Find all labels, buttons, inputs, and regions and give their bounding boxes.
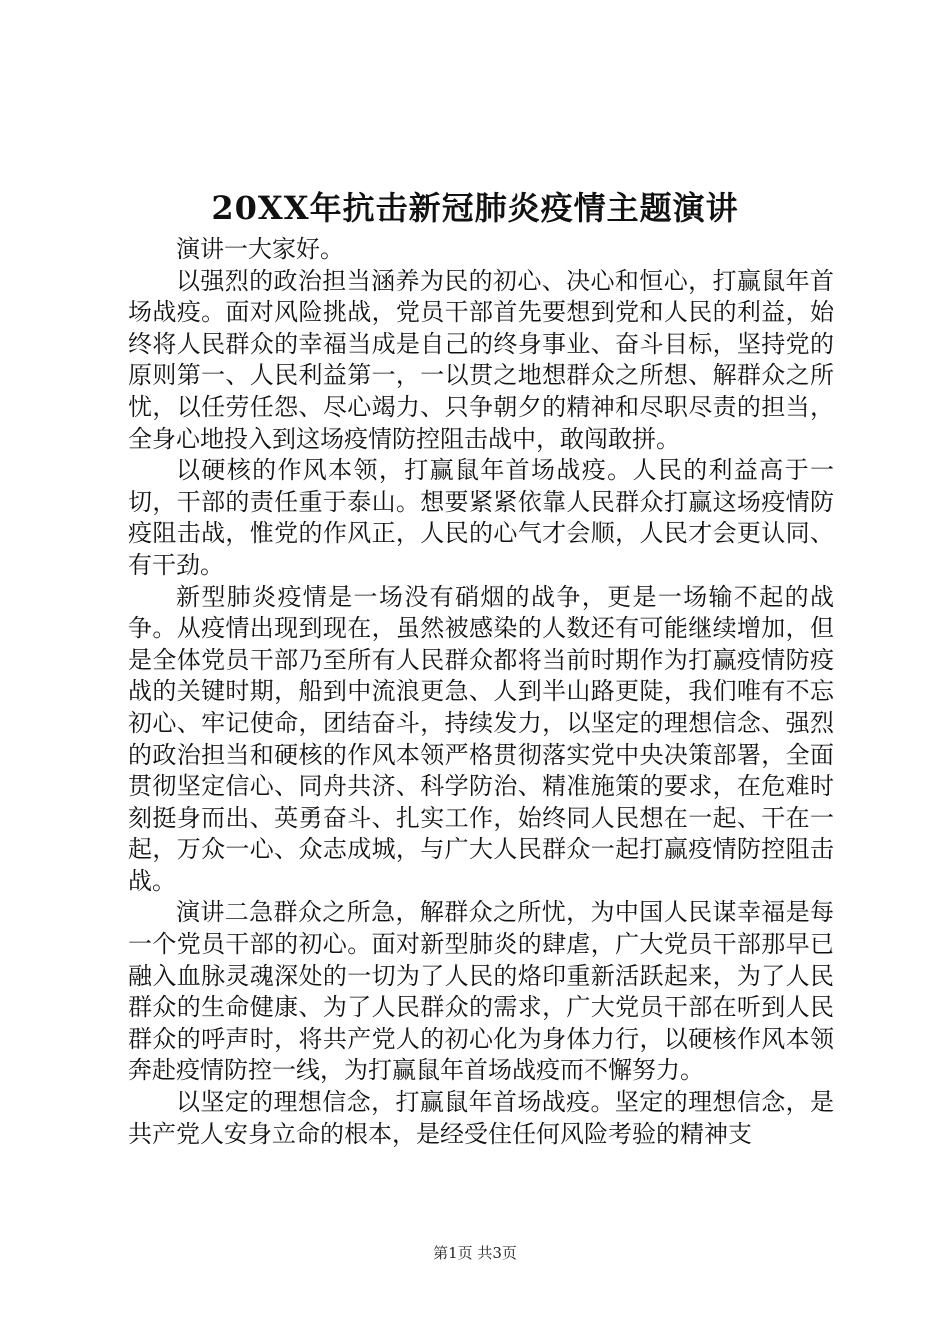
document-body xyxy=(128,234,834,1150)
paragraph: 以硬核的作风本领，打赢鼠年首场战疫。人民的利益高于一切，干部的责任重于泰山。想要紧紧依靠人民群众打赢这场疫情防疫阻击战，惟党的作风正，人民的心气才会顺，人民才会更认同、有干劲。 xyxy=(128,456,834,579)
paragraph: 新型肺炎疫情是一场没有硝烟的战争，更是一场输不起的战争。从疫情出现到现在，虽然被感染的人数还有可能继续增加，但是全体党员干部乃至所有人民群众都将当前时期作为打赢疫情防疫战的关键时期，船到中流浪更急、人到半山路更陡，我们唯有不忘初心、牢记使命，团结奋斗，持续发力，以坚定的理想信念、强烈的政治担当和硬核的作风本领严格贯彻落实党中央决策部署，全面贯彻坚定信心、同舟共济、科学防治、精准施策的要求，在危难时刻挺身而出、英勇奋斗、扎实工作，始终同人民想在一起、干在一起，万众一心、众志成城，与广大人民群众一起打赢疫情防控阻击战。 xyxy=(128,582,834,895)
page-footer: 第1页 共3页 xyxy=(433,1244,517,1262)
paragraph: 演讲一大家好。 xyxy=(176,235,344,263)
paragraph: 演讲二急群众之所急，解群众之所忧，为中国人民谋幸福是每一个党员干部的初心。面对新型肺炎的肆虐，广大党员干部那早已融入血脉灵魂深处的一切为了人民的烙印重新活跃起来，为了人民群众的生命健康、为了人民群众的需求，广大党员干部在听到人民群众的呼声时，将共产党人的初心化为身体力行，以硬核作风本领奔赴疫情防控一线，为打赢鼠年首场战疫而不懈努力。 xyxy=(128,898,834,1085)
paragraph: 以强烈的政治担当涵养为民的初心、决心和恒心，打赢鼠年首场战疫。面对风险挑战，党员干部首先要想到党和人民的利益，始终将人民群众的幸福当成是自己的终身事业、奋斗目标，坚持党的原则第一、人民利益第一，一以贯之地想群众之所想、解群众之所忧，以任劳任怨、尽心竭力、只争朝夕的精神和尽职尽责的担当，全身心地投入到这场疫情防控阻击战中，敢闯敢拼。 xyxy=(128,266,834,453)
document-title: 20XX年抗击新冠肺炎疫情主题演讲 xyxy=(211,189,739,227)
paragraph: 以坚定的理想信念，打赢鼠年首场战疫。坚定的理想信念，是共产党人安身立命的根本，是经受住任何风险考验的精神支 xyxy=(128,1088,834,1148)
